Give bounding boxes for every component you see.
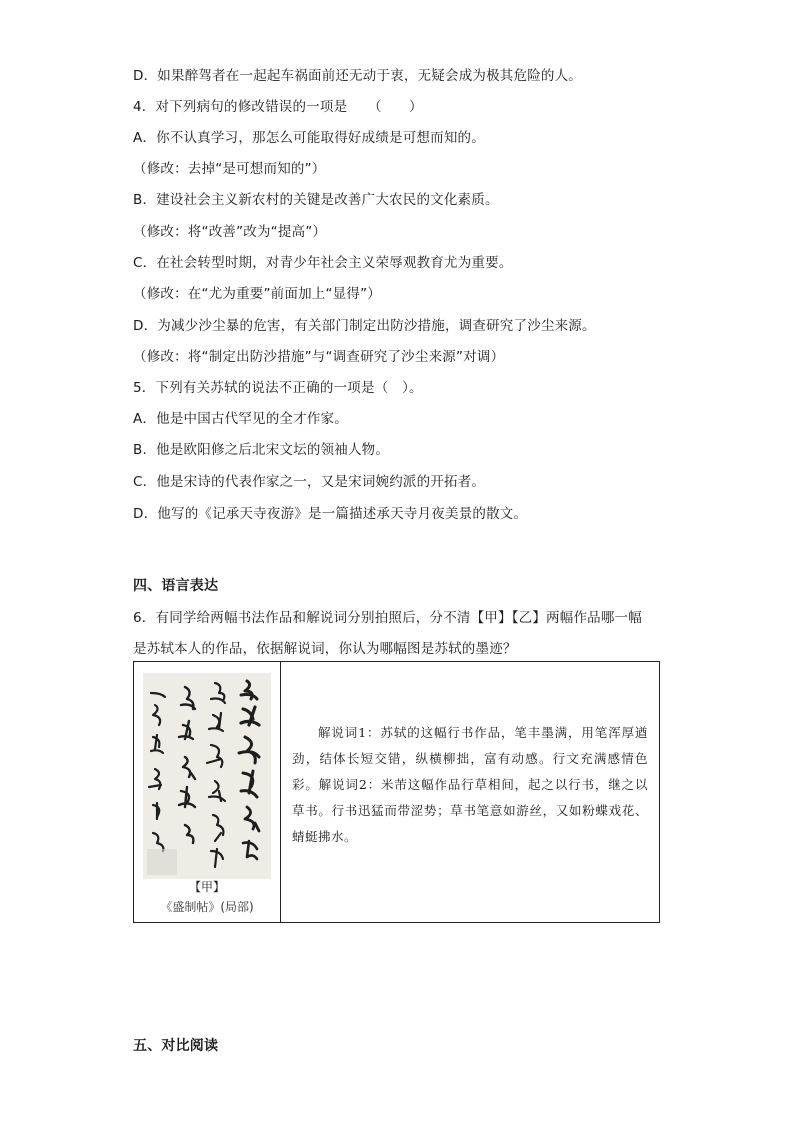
q4-option-d: D．为减少沙尘暴的危害，有关部门制定出防沙措施，调查研究了沙尘来源。 (133, 318, 596, 334)
explanation-text: 解说词1：苏轼的这幅行书作品，笔丰墨满，用笔浑厚遒劲，结体长短交错，纵横柳拙，富有动感。行文充满感情色彩。解说词2：米芾这幅作品行草相间，起之以行书，继之以草书。行书迅猛而带涩势；草书笔意如游丝，又如粉蝶戏花、蜻蜓拂水。 (292, 725, 648, 844)
table-divider (280, 662, 281, 922)
q5-option-d: D．他写的《记承天寺夜游》是一篇描述承天寺月夜美景的散文。 (133, 506, 528, 522)
q5-option-c: C．他是宋诗的代表作家之一，又是宋词婉约派的开拓者。 (133, 474, 486, 490)
q4-stem: 4．对下列病句的修改错误的一项是 （ ） (133, 99, 423, 115)
section-5-heading: 五、对比阅读 (133, 1038, 219, 1054)
q4-option-a-fix: （修改：去掉“是可想而知的”） (133, 161, 326, 177)
q3-option-d: D．如果醉驾者在一起起车祸面前还无动于衷，无疑会成为极其危险的人。 (133, 68, 582, 84)
figure-caption-label: 【甲】 (188, 880, 225, 894)
q4-option-d-fix: （修改：将“制定出防沙措施”与“调查研究了沙尘来源”对调） (133, 349, 505, 365)
calligraphy-figure-box (133, 661, 660, 923)
q6-stem-line1: 6．有同学给两幅书法作品和解说词分别拍照后，分不清【甲】【乙】两幅作品哪一幅 (133, 610, 642, 626)
q4-option-b: B．建设社会主义新农村的关键是改善广大农民的文化素质。 (133, 192, 499, 208)
q6-stem-line2: 是苏轼本人的作品，依据解说词，你认为哪幅图是苏轼的墨迹？ (133, 641, 517, 657)
figure-caption-title: 《盛制帖》(局部) (160, 900, 254, 914)
calligraphy-image (143, 673, 271, 879)
calligraphy-strokes (143, 673, 271, 879)
q5-option-a: A．他是中国古代罕见的全才作家。 (133, 411, 348, 427)
q4-option-c: C．在社会转型时期，对青少年社会主义荣辱观教育尤为重要。 (133, 255, 513, 271)
q4-option-c-fix: （修改：在“尤为重要”前面加上“显得”） (133, 286, 381, 302)
q5-option-b: B．他是欧阳修之后北宋文坛的领袖人物。 (133, 442, 390, 458)
section-4-heading: 四、语言表达 (133, 578, 219, 594)
q4-option-b-fix: （修改：将“改善”改为“提高”） (133, 224, 327, 240)
q4-option-a: A．你不认真学习，那怎么可能取得好成绩是可想而知的。 (133, 130, 485, 146)
q5-stem: 5．下列有关苏轼的说法不正确的一项是（ ）。 (133, 380, 423, 396)
